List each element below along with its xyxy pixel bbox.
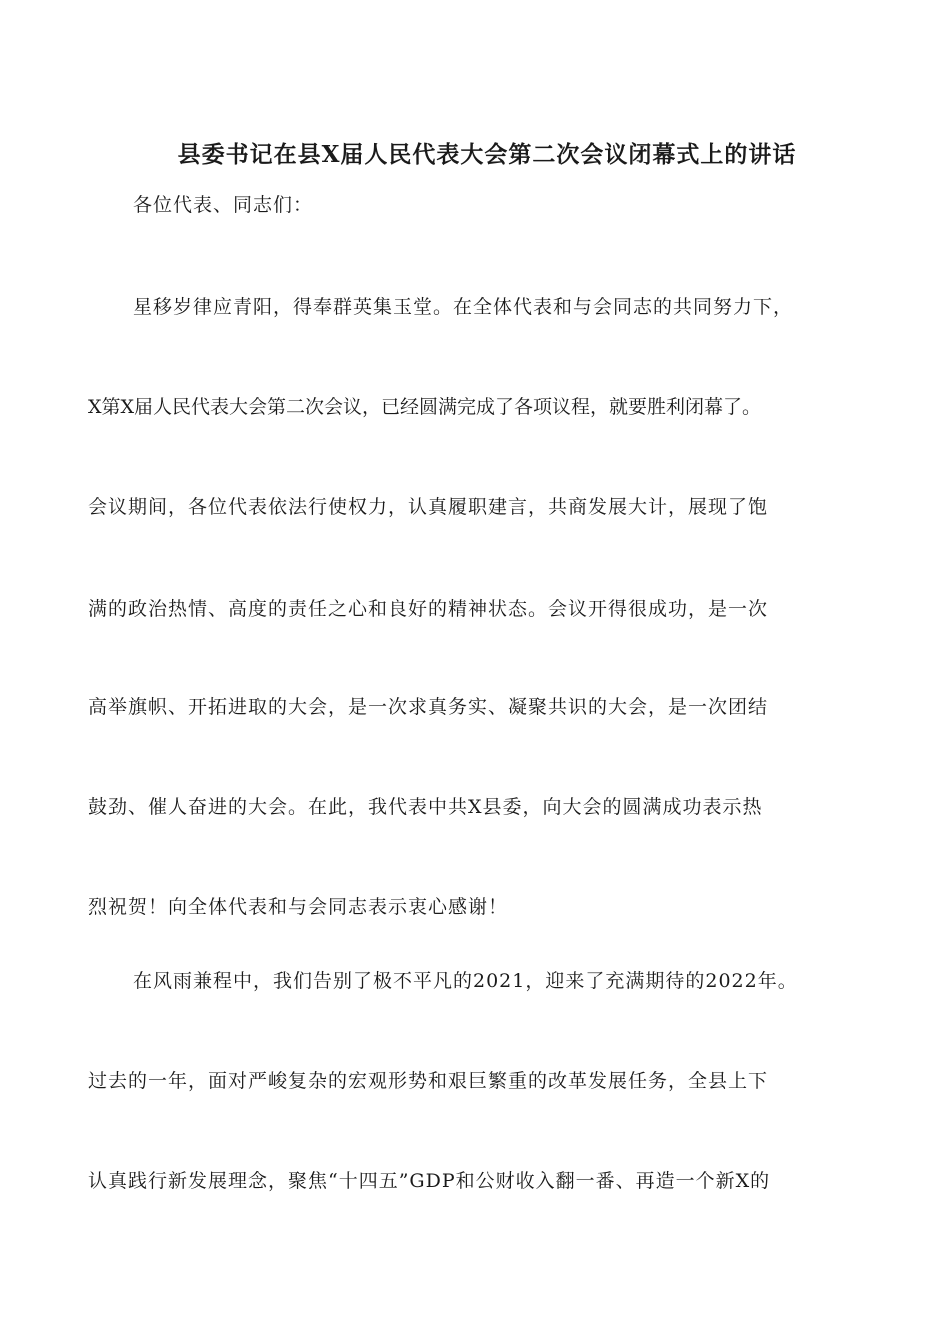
text-line: 高举旗帜、开拓进取的大会，是一次求真务实、凝聚共识的大会，是一次团结 <box>88 696 769 718</box>
text-line: X第X届人民代表大会第二次会议，已经圆满完成了各项议程，就要胜利闭幕了。 <box>88 396 762 418</box>
text-line: 烈祝贺！向全体代表和与会同志表示衷心感谢！ <box>88 896 509 918</box>
text-line: 鼓劲、催人奋进的大会。在此，我代表中共X县委，向大会的圆满成功表示热 <box>88 796 763 818</box>
salutation: 各位代表、同志们： <box>133 194 314 216</box>
text-line: 在风雨兼程中，我们告别了极不平凡的2021，迎来了充满期待的2022年。 <box>133 970 798 992</box>
text-line: 星移岁律应青阳，得奉群英集玉堂。在全体代表和与会同志的共同努力下， <box>133 296 794 318</box>
text-line: 认真践行新发展理念，聚焦“十四五”GDP和公财收入翻一番、再造一个新X的 <box>88 1170 771 1192</box>
text-line: 满的政治热情、高度的责任之心和良好的精神状态。会议开得很成功，是一次 <box>88 598 769 620</box>
text-line: 过去的一年，面对严峻复杂的宏观形势和艰巨繁重的改革发展任务，全县上下 <box>88 1070 769 1092</box>
document-title: 县委书记在县X届人民代表大会第二次会议闭幕式上的讲话 <box>177 141 797 168</box>
text-line: 会议期间，各位代表依法行使权力，认真履职建言，共商发展大计，展现了饱 <box>88 496 769 518</box>
